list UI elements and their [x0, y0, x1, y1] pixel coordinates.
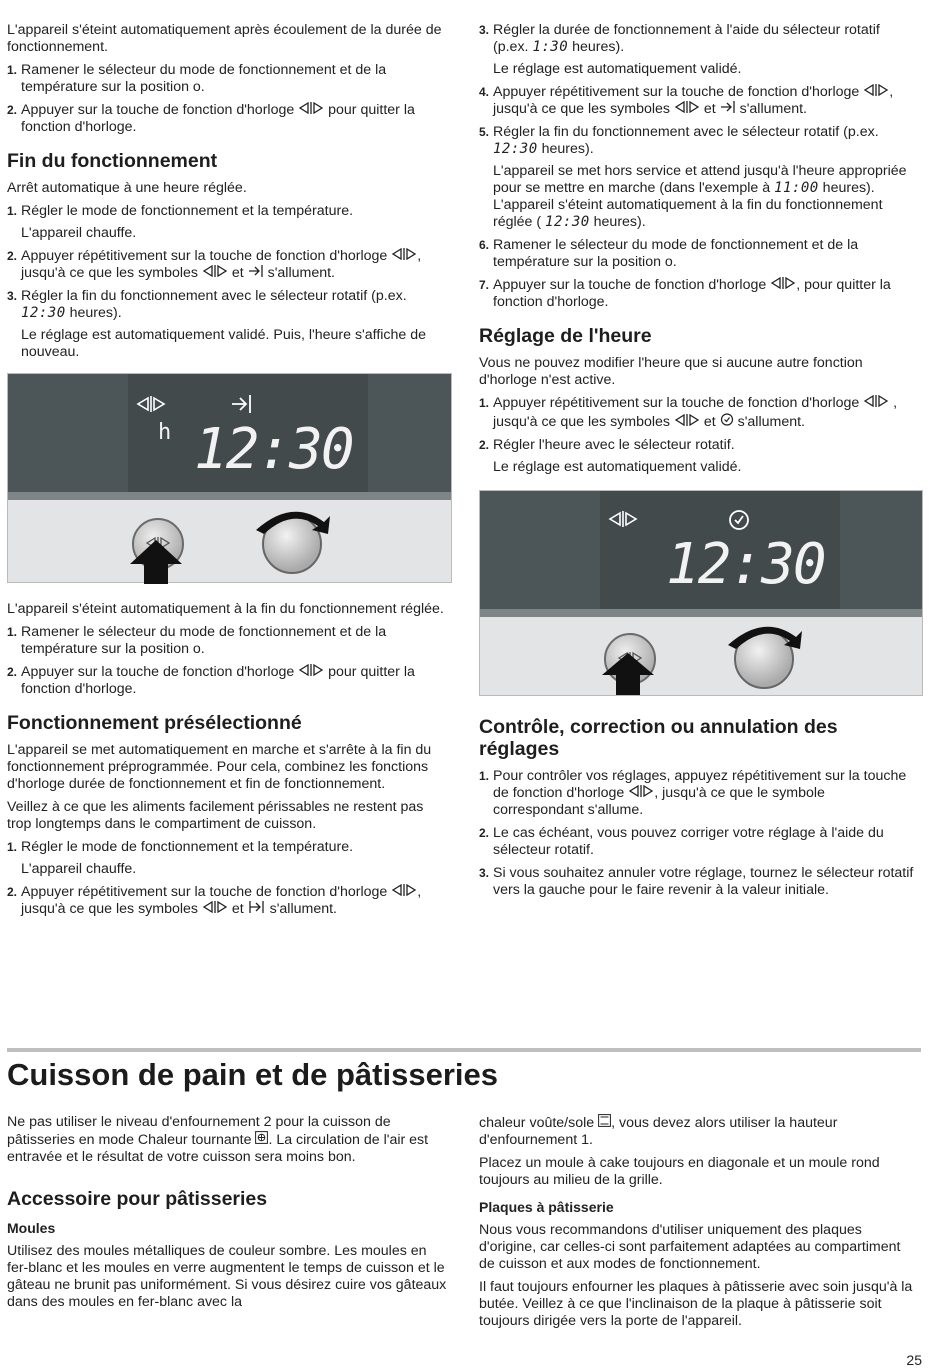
steps-list	[479, 395, 919, 476]
clock-key-icon	[391, 884, 417, 896]
rotate-arrow-icon	[252, 500, 332, 536]
list-item: 1. Pour contrôler vos réglages, appuyez répétitivement sur la touche de fonction d'horloge , jusqu'à ce que le symbole correspondant s'allume.	[479, 768, 907, 818]
steps-list	[479, 22, 919, 311]
paragraph: Il faut toujours enfourner les plaques à pâtisserie avec soin jusqu'à la butée. Veillez à ce que l'inclinaison de la plaque à pâtisserie soit toujours dirigée vers la porte de l'appareil.	[479, 1279, 913, 1329]
press-arrow-icon	[128, 538, 184, 584]
clock-key-icon	[674, 414, 700, 426]
top-bottom-heat-icon	[598, 1114, 611, 1127]
list-item: 7. Appuyer sur la touche de fonction d'horloge , pour quitter la fonction d'horloge.	[479, 277, 891, 310]
display-time: 12:30	[194, 417, 353, 482]
subheading: Moules	[7, 1220, 56, 1236]
clock-icon	[728, 507, 750, 531]
list-item: 2. Régler l'heure avec le sélecteur rotatif. Le réglage est automatiquement validé.	[479, 437, 742, 475]
list-item: 6. Ramener le sélecteur du mode de fonctionnement et de la température sur la position o.	[479, 237, 859, 270]
display-time: 12:30	[666, 532, 825, 597]
section-heading: Accessoire pour pâtisseries	[7, 1188, 268, 1210]
steps-list	[7, 62, 447, 136]
list-item: 2. Appuyer répétitivement sur la touche de fonction d'horloge , jusqu'à ce que les symboles et s'allument.	[7, 248, 422, 281]
control-area	[8, 500, 451, 582]
paragraph: L'appareil se met automatiquement en marche et s'arrête à la fin du fonctionnement préprogrammée. Pour cela, combinez les fonctions d'horloge durée de fonctionnement et fin de fonctionnement.	[7, 742, 432, 792]
clock-key-icon	[863, 395, 889, 407]
display-h-indicator: h	[158, 420, 172, 445]
intro-text: L'appareil s'éteint automatiquement après écoulement de la durée de fonctionnement.	[7, 22, 442, 55]
clock-key-icon	[202, 265, 228, 277]
clock-key-icon	[136, 396, 166, 412]
steps-list	[479, 768, 919, 899]
end-time-icon	[230, 394, 254, 414]
bottom-right-column	[479, 1114, 919, 1336]
after-text: L'appareil s'éteint automatiquement à la fin du fonctionnement réglée.	[7, 601, 444, 617]
steps-list	[7, 624, 447, 698]
list-item: 4. Appuyer répétitivement sur la touche de fonction d'horloge , jusqu'à ce que les symboles et s'allument.	[479, 84, 894, 117]
clock-icon	[720, 412, 734, 426]
clock-key-icon	[202, 901, 228, 913]
duration-icon	[248, 901, 266, 913]
list-item: 5. Régler la fin du fonctionnement avec le sélecteur rotatif (p.ex. 12:30 heures). L'appareil se met hors service et attend jusqu'à l'heure appropriée pour se mettre en marche (dans l'exemple à 11:00 heures). L'appareil s'éteint automatiquement à la fin du fonctionnement réglée ( 12:30 heures).	[479, 124, 907, 230]
oven-control-panel-illustration	[7, 373, 452, 583]
list-item: 2. Appuyer sur la touche de fonction d'horloge pour quitter la fonction d'horloge.	[7, 102, 415, 135]
section-intro: Arrêt automatique à une heure réglée.	[7, 180, 247, 196]
section-heading: Fonctionnement présélectionné	[7, 712, 302, 734]
list-item: 1. Ramener le sélecteur du mode de fonctionnement et de la température sur la position o.	[7, 624, 387, 657]
rotate-arrow-icon	[724, 615, 804, 651]
list-item: 3. Régler la fin du fonctionnement avec le sélecteur rotatif (p.ex. 12:30 heures). Le réglage est automatiquement validé. Puis, l'heure s'affiche de nouveau.	[7, 288, 427, 360]
section-heading: Contrôle, correction ou annulation des réglages	[479, 716, 838, 760]
clock-key-icon	[863, 84, 889, 96]
paragraph: Ne pas utiliser le niveau d'enfournement 2 pour la cuisson de pâtisseries en mode Chaleur tournante . La circulation de l'air est entravée et le résultat de votre cuisson sera moins bon.	[7, 1114, 429, 1165]
clock-key-icon	[770, 277, 796, 289]
end-time-icon	[248, 265, 264, 277]
clock-key-icon	[391, 248, 417, 260]
list-item: 2. Le cas échéant, vous pouvez corriger votre réglage à l'aide du sélecteur rotatif.	[479, 825, 884, 858]
clock-key-icon	[674, 101, 700, 113]
display-screen	[480, 491, 922, 609]
paragraph: Utilisez des moules métalliques de couleur sombre. Les moules en fer-blanc et les moules en verre augmentent le temps de cuisson et le gâteau ne brunit pas uniformément. Si vous désirez cuire vos gâteaux dans des moules en fer-blanc avec la	[7, 1243, 447, 1310]
clock-key-icon	[608, 511, 638, 527]
convection-fan-icon	[255, 1131, 268, 1144]
subheading: Plaques à pâtisserie	[479, 1199, 614, 1215]
display-screen	[8, 374, 451, 492]
clock-key-icon	[628, 785, 654, 797]
clock-key-icon	[298, 664, 324, 676]
bottom-left-column	[7, 1114, 447, 1317]
steps-list	[7, 203, 447, 361]
end-time-icon	[720, 101, 736, 113]
paragraph: Placez un moule à cake toujours en diagonale et un moule rond toujours au milieu de la grille.	[479, 1155, 880, 1188]
press-arrow-icon	[600, 651, 656, 695]
paragraph: Nous vous recommandons d'utiliser uniquement des plaques d'origine, car celles-ci sont parfaitement adaptées au compartiment de cuisson et aux modes de fonctionnement.	[479, 1222, 901, 1272]
list-item: 3. Régler la durée de fonctionnement à l'aide du sélecteur rotatif (p.ex. 1:30 heures). Le réglage est automatiquement validé.	[479, 22, 880, 77]
section-divider	[7, 1048, 921, 1052]
right-column	[479, 22, 919, 905]
left-column	[7, 22, 447, 924]
section-heading: Fin du fonctionnement	[7, 150, 218, 172]
page-number: 25	[906, 1352, 922, 1368]
paragraph: Veillez à ce que les aliments facilement périssables ne restent pas trop longtemps dans le compartiment de cuisson.	[7, 799, 424, 832]
list-item: 1. Régler le mode de fonctionnement et la température. L'appareil chauffe.	[7, 203, 354, 241]
list-item: 1. Appuyer répétitivement sur la touche de fonction d'horloge , jusqu'à ce que les symboles et s'allument.	[479, 395, 898, 430]
list-item: 3. Si vous souhaitez annuler votre réglage, tournez le sélecteur rotatif vers la gauche pour le faire revenir à la valeur initiale.	[479, 865, 914, 898]
list-item: 2. Appuyer sur la touche de fonction d'horloge pour quitter la fonction d'horloge.	[7, 664, 415, 697]
control-area	[480, 617, 922, 695]
steps-list	[7, 839, 447, 918]
list-item: 1. Ramener le sélecteur du mode de fonctionnement et de la température sur la position o.	[7, 62, 387, 95]
section-intro: Vous ne pouvez modifier l'heure que si aucune autre fonction d'horloge n'est active.	[479, 355, 863, 388]
list-item: 2. Appuyer répétitivement sur la touche de fonction d'horloge , jusqu'à ce que les symboles et s'allument.	[7, 884, 422, 917]
page-title: Cuisson de pain et de pâtisseries	[7, 1057, 498, 1092]
section-heading: Réglage de l'heure	[479, 325, 652, 347]
oven-control-panel-illustration	[479, 490, 923, 696]
paragraph: chaleur voûte/sole , vous devez alors utiliser la hauteur d'enfournement 1.	[479, 1115, 838, 1148]
clock-key-icon	[298, 102, 324, 114]
list-item: 1. Régler le mode de fonctionnement et la température. L'appareil chauffe.	[7, 839, 354, 877]
